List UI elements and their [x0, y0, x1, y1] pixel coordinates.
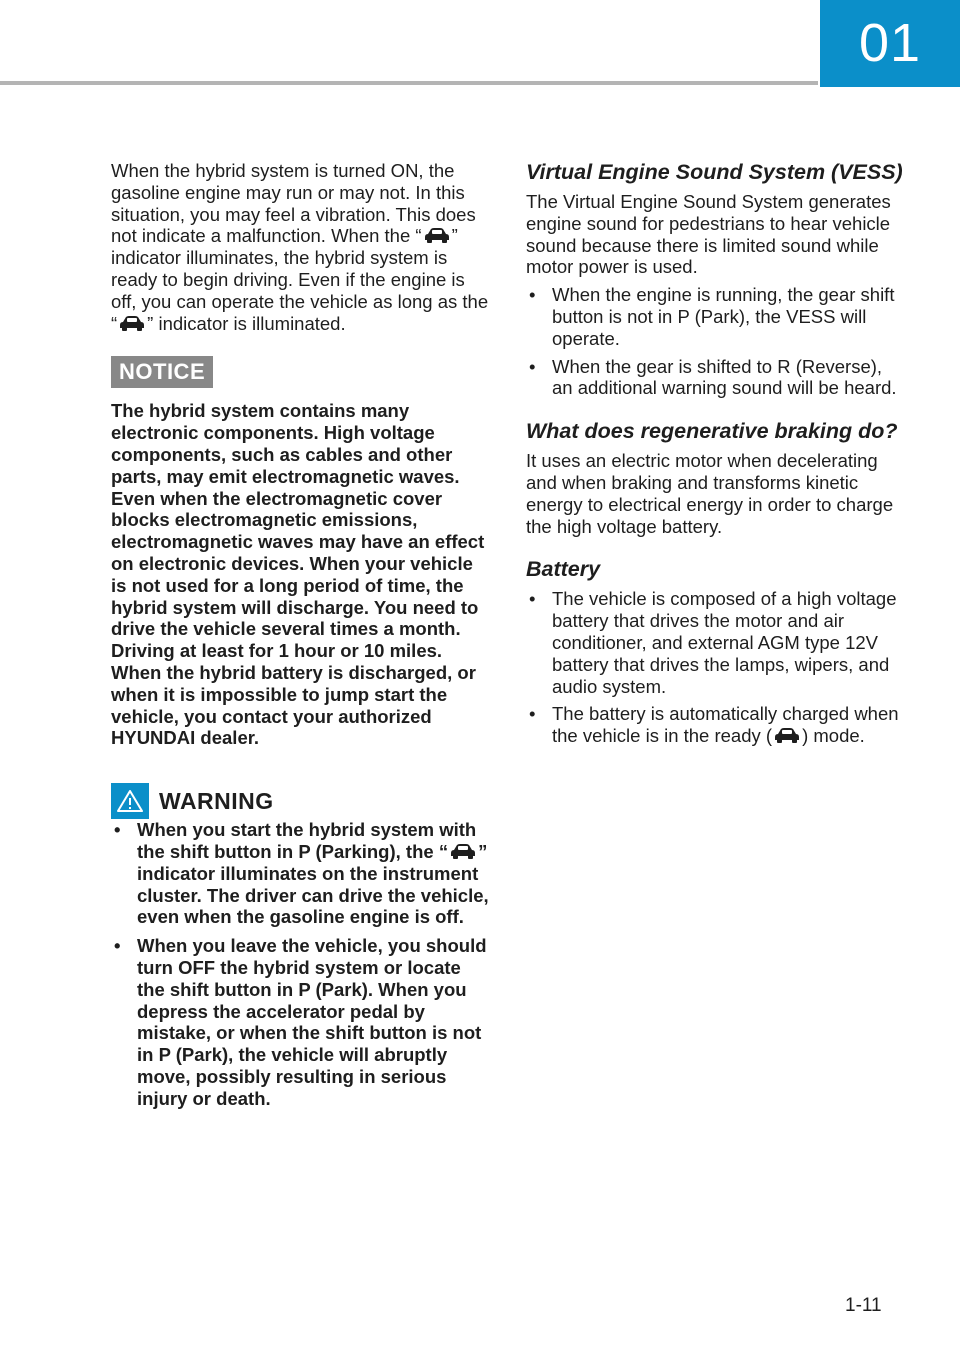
intro-text-2b: ” indicator illuminates, the hybrid system is ready to begin driving.: [111, 225, 458, 290]
warning-item-1a: When you start the hybrid system with the shift button in P (Parking), the “: [137, 819, 477, 862]
warning-item-1b: ” indicator illuminates on the instrument cluster. The driver can drive the vehicle, even when the gasoline engine is off.: [137, 840, 489, 928]
warning-item: • When you leave the vehicle, you should turn OFF the hybrid system or locate the shift button in P (Park). When you depress the accelerator pedal by mistake, or when the shift button is not in P (Park), the vehicle will abruptly move, possibly resulting in serious injury or death.: [111, 935, 491, 1109]
battery-item: [526, 703, 906, 747]
battery-item-2b: ) mode.: [802, 725, 865, 747]
car-ready-icon: [773, 727, 801, 744]
car-ready-icon: [449, 843, 477, 860]
intro-paragraph: [111, 160, 491, 334]
chapter-tab: 01: [820, 0, 960, 87]
battery-heading: Battery: [526, 557, 601, 582]
warning-item: [111, 819, 491, 928]
intro-text-1: When the hybrid system is turned ON, the gasoline engine may run or may not. In this situation, you may feel a vibration. This does not indicate a malfunction.: [111, 160, 476, 247]
intro-text-3b: ” indicator is illuminated.: [147, 312, 346, 334]
right-column: [526, 160, 906, 747]
vess-item: • When the engine is running, the gear shift button is not in P (Park), the VESS will operate.: [526, 284, 906, 349]
battery-item-2a: The battery is automatically charged when the vehicle is in the ready (: [552, 703, 899, 747]
page-number: 1-11: [845, 1295, 882, 1316]
car-ready-icon: [118, 315, 146, 332]
intro-text-2a: When the “: [331, 225, 422, 247]
warning-list: [111, 819, 491, 1109]
vess-item: • When the gear is shifted to R (Reverse), an additional warning sound will be heard.: [526, 356, 906, 400]
regen-text: It uses an electric motor when decelerating and when braking and transforms kinetic energy to electrical energy in order to charge the high voltage battery.: [526, 450, 894, 537]
vess-heading: Virtual Engine Sound System (VESS): [526, 160, 903, 184]
intro-text-3a: Even if the engine is off, you can operate the vehicle as long as the “: [111, 268, 489, 334]
vess-list: [526, 284, 906, 399]
regen-heading: What does regenerative braking do?: [526, 419, 898, 444]
battery-list: [526, 588, 906, 747]
header-rule: [0, 81, 818, 85]
warning-heading: [111, 783, 491, 819]
car-ready-icon: [423, 227, 451, 244]
battery-item: • The vehicle is composed of a high voltage battery that drives the motor and air conditioner, and external AGM type 12V battery that drives the lamps, wipers, and audio system.: [526, 588, 906, 697]
notice-text: The hybrid system contains many electronic components. High voltage components, such as cables and other parts, may emit electromagnetic waves. Even when the electromagnetic cover blocks electromagnetic emissions, electromagnetic waves may have an effect on electronic devices. When your vehicle is not used for a long period of time, the hybrid system will discharge. You need to drive the vehicle several times a month. Driving at least for 1 hour or 10 miles. When the hybrid battery is discharged, or when it is impossible to jump start the vehicle, you contact your authorized HYUNDAI dealer.: [111, 400, 485, 749]
vess-text: The Virtual Engine Sound System generates engine sound for pedestrians to hear vehicle sound because there is limited sound while motor power is used.: [526, 191, 891, 278]
warning-triangle-icon: [111, 783, 149, 819]
warning-title: WARNING: [159, 787, 274, 814]
left-column: [111, 160, 491, 1116]
notice-badge: NOTICE: [111, 356, 213, 388]
